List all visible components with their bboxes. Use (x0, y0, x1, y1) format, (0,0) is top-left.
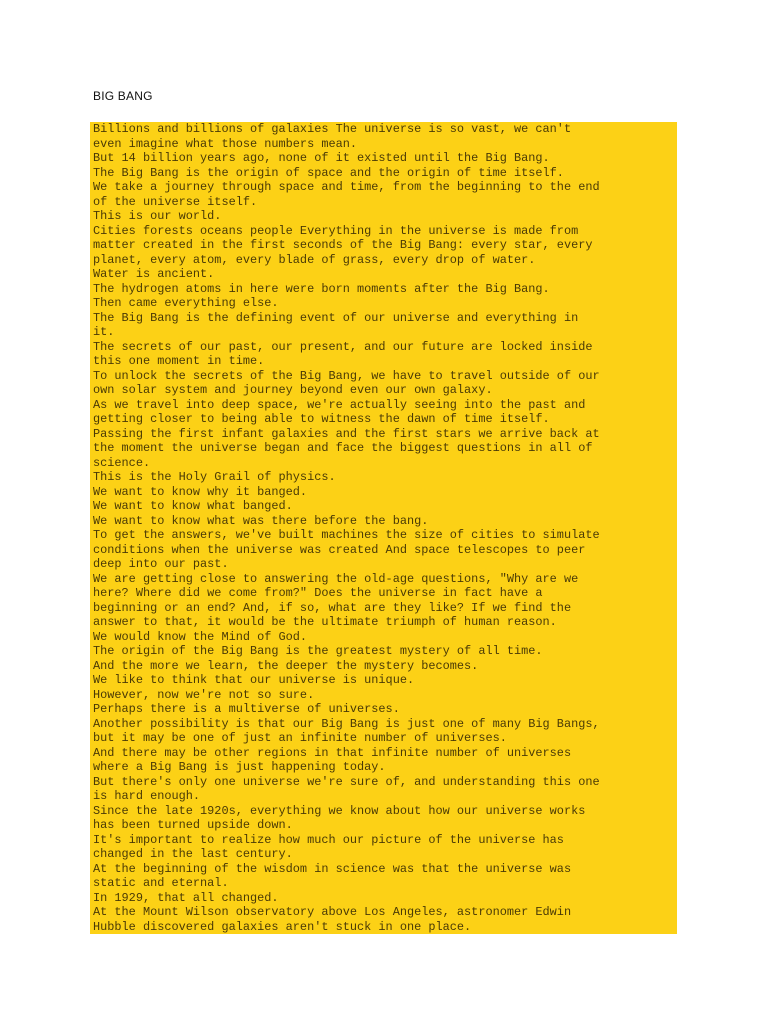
text-line: To unlock the secrets of the Big Bang, we have to travel outside of our (93, 368, 600, 383)
text-line: The Big Bang is the defining event of our universe and everything in (93, 310, 579, 325)
text-line: getting closer to being able to witness the dawn of time itself. (93, 412, 550, 426)
text-line: But 14 billion years ago, none of it existed until the Big Bang. (93, 151, 550, 165)
text-line: it. (93, 325, 115, 339)
text-line: We want to know what banged. (93, 499, 293, 513)
text-line: Perhaps there is a multiverse of universes. (93, 702, 400, 716)
text-line: However, now we're not so sure. (93, 687, 315, 702)
highlighted-text-block (90, 122, 677, 934)
text-line: We like to think that our universe is unique. (93, 673, 415, 687)
text-line: The Big Bang is the origin of space and the origin of time itself. (93, 165, 564, 180)
text-line: of the universe itself. (93, 194, 258, 209)
text-line: science. (93, 455, 151, 470)
text-line: Hubble discovered galaxies aren't stuck in one place. (93, 919, 472, 934)
text-line: But there's only one universe we're sure of, and understanding this one (93, 774, 600, 789)
text-line: is hard enough. (93, 789, 201, 803)
text-line: Another possibility is that our Big Bang is just one of many Big Bangs, (93, 716, 600, 731)
text-line: We want to know why it banged. (93, 484, 308, 499)
text-line: Cities forests oceans people Everything in the universe is made from (93, 223, 579, 238)
text-line: but it may be one of just an infinite number of universes. (93, 731, 507, 745)
text-line: The origin of the Big Bang is the greatest mystery of all time. (93, 644, 543, 658)
text-line: We want to know what was there before the bang. (93, 513, 429, 528)
text-line: Billions and billions of galaxies The universe is so vast, we can't (93, 122, 572, 136)
text-line: As we travel into deep space, we're actually seeing into the past and (93, 397, 586, 412)
text-line: this one moment in time. (93, 354, 265, 368)
text-line: This is the Holy Grail of physics. (93, 470, 336, 484)
text-line: At the Mount Wilson observatory above Los Angeles, astronomer Edwin (93, 905, 572, 919)
text-line: changed in the last century. (93, 847, 293, 861)
text-line: Then came everything else. (93, 296, 279, 310)
text-line: Passing the first infant galaxies and the first stars we arrive back at (93, 426, 600, 441)
text-line: here? Where did we come from?" Does the universe in fact have a (93, 586, 543, 600)
text-line: answer to that, it would be the ultimate triumph of human reason. (93, 615, 557, 629)
document-title: BIG BANG (93, 89, 153, 103)
text-line: static and eternal. (93, 876, 229, 890)
text-line: To get the answers, we've built machines the size of cities to simulate (93, 528, 600, 542)
text-line: At the beginning of the wisdom in science was that the universe was (93, 861, 572, 876)
text-line: In 1929, that all changed. (93, 890, 279, 905)
text-line: the moment the universe began and face the biggest questions in all of (93, 441, 593, 455)
text-line: We take a journey through space and time, from the beginning to the end (93, 180, 600, 194)
text-line: own solar system and journey beyond even our own galaxy. (93, 383, 493, 397)
text-line: deep into our past. (93, 557, 229, 571)
text-line: where a Big Bang is just happening today. (93, 760, 386, 774)
text-line: has been turned upside down. (93, 818, 293, 832)
text-line: even imagine what those numbers mean. (93, 136, 358, 151)
text-line: Since the late 1920s, everything we know about how our universe works (93, 803, 586, 818)
text-line: This is our world. (93, 209, 222, 223)
text-line: The hydrogen atoms in here were born moments after the Big Bang. (93, 281, 550, 296)
script-text (93, 122, 674, 934)
text-line: planet, every atom, every blade of grass, every drop of water. (93, 252, 536, 267)
text-line: beginning or an end? And, if so, what are they like? If we find the (93, 600, 572, 615)
text-line: We would know the Mind of God. (93, 629, 308, 644)
text-line: Water is ancient. (93, 267, 215, 281)
text-line: And there may be other regions in that infinite number of universes (93, 745, 572, 760)
text-line: And the more we learn, the deeper the mystery becomes. (93, 658, 479, 673)
text-line: matter created in the first seconds of the Big Bang: every star, every (93, 238, 593, 252)
text-line: The secrets of our past, our present, and our future are locked inside (93, 339, 593, 354)
text-line: It's important to realize how much our picture of the universe has (93, 832, 564, 847)
text-line: conditions when the universe was created And space telescopes to peer (93, 542, 586, 557)
text-line: We are getting close to answering the old-age questions, "Why are we (93, 571, 579, 586)
